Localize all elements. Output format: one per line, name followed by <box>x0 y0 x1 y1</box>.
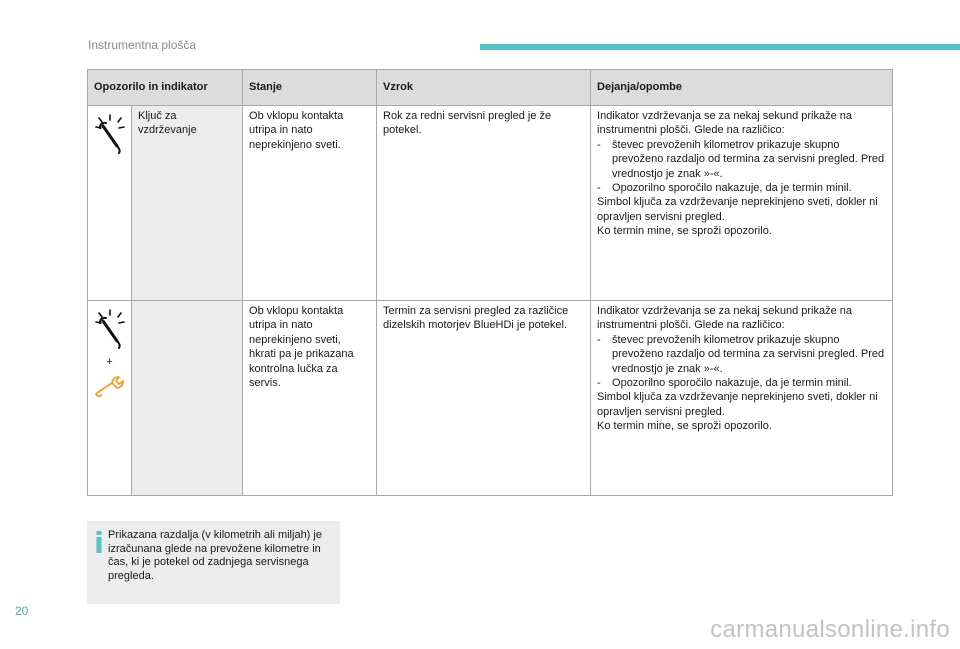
indicator-name: Ključ za vzdrževanje <box>132 106 243 301</box>
info-text: Prikazana razdalja (v kilometrih ali miljah) je izračunana glede na prevožene kilometre in čas, ki je potekel od zadnjega servisnega pregleda. <box>108 529 322 582</box>
column-header-actions: Dejanja/opombe <box>591 70 893 106</box>
service-wrench-icon <box>93 309 127 349</box>
warning-table <box>87 69 893 496</box>
state-text: Ob vklopu kontakta utripa in nato neprekinjeno sveti, hkrati pa je prikazana kontrolna lučka za servis. <box>243 301 377 496</box>
actions-outro: Ko termin mine, se sproži opozorilo. <box>597 225 772 238</box>
watermark: carmanualsonline.info <box>710 616 950 643</box>
cause-text: Rok za redni servisni pregled je že potekel. <box>377 106 591 301</box>
section-title: Instrumentna plošča <box>88 38 197 52</box>
cause-text: Termin za servisni pregled za različice dizelskih motorjev BlueHDi je potekel. <box>377 301 591 496</box>
indicator-icon-cell <box>88 106 132 301</box>
actions-cell <box>591 301 893 496</box>
actions-intro: Indikator vzdrževanja se za nekaj sekund prikaže na instrumentni plošči. Glede na različico: <box>597 305 852 332</box>
dash-marker: - <box>597 333 601 346</box>
indicator-name <box>132 301 243 496</box>
info-note <box>87 521 340 604</box>
actions-cell <box>591 106 893 301</box>
column-header-cause: Vzrok <box>377 70 591 106</box>
dash-marker: - <box>597 377 601 390</box>
list-item <box>597 138 886 181</box>
header-accent-bar <box>480 44 960 50</box>
plus-sign: + <box>106 356 113 368</box>
list-item <box>597 376 886 390</box>
table-row <box>88 301 893 496</box>
table-row <box>88 106 893 301</box>
list-item <box>597 333 886 376</box>
actions-outro: Simbol ključa za vzdrževanje neprekinjeno sveti, dokler ni opravljen servisni pregled. <box>597 196 878 223</box>
service-wrench-icon <box>93 114 127 154</box>
column-header-indicator: Opozorilo in indikator <box>88 70 243 106</box>
page-number: 20 <box>15 604 29 618</box>
actions-outro: Ko termin mine, se sproži opozorilo. <box>597 420 772 433</box>
list-item-text: števec prevoženih kilometrov prikazuje skupno prevoženo razdaljo od termina za servisni pregled. Pred vrednostjo je znak »-«. <box>612 138 885 180</box>
list-item-text: števec prevoženih kilometrov prikazuje skupno prevoženo razdaljo od termina za servisni pregled. Pred vrednostjo je znak »-«. <box>612 333 885 375</box>
column-header-state: Stanje <box>243 70 377 106</box>
table-header-row <box>88 70 893 106</box>
actions-list <box>597 138 886 196</box>
dash-marker: - <box>597 182 601 195</box>
actions-list <box>597 333 886 391</box>
list-item <box>597 181 886 195</box>
list-item-text: Opozorilno sporočilo nakazuje, da je termin minil. <box>612 377 852 390</box>
actions-outro: Simbol ključa za vzdrževanje neprekinjeno sveti, dokler ni opravljen servisni pregled. <box>597 391 878 418</box>
actions-intro: Indikator vzdrževanja se za nekaj sekund prikaže na instrumentni plošči. Glede na različico: <box>597 110 852 137</box>
indicator-icon-cell <box>88 301 132 496</box>
state-text: Ob vklopu kontakta utripa in nato neprekinjeno sveti. <box>243 106 377 301</box>
info-icon <box>96 531 102 553</box>
dash-marker: - <box>597 138 601 151</box>
service-warning-wrench-icon <box>93 373 127 397</box>
list-item-text: Opozorilno sporočilo nakazuje, da je termin minil. <box>612 182 852 195</box>
